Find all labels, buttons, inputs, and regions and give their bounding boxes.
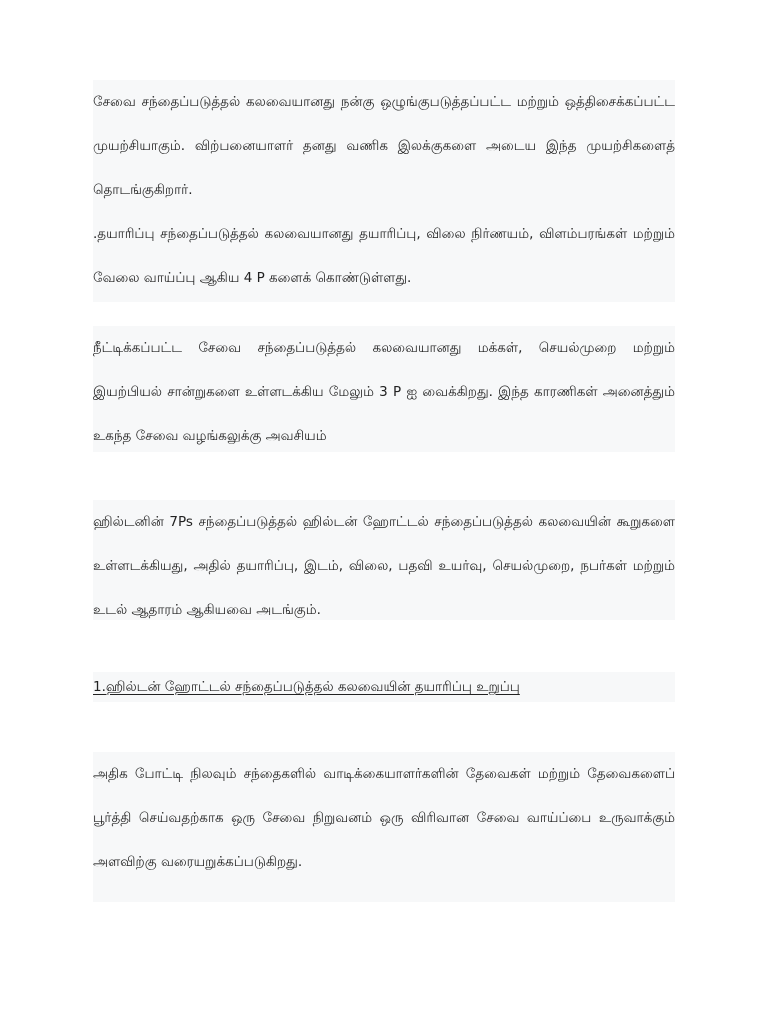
text-block-hilton-7ps — [93, 500, 675, 620]
text-block-product-description — [93, 752, 675, 902]
section-heading-product-element: 1.ஹில்டன் ஹோட்டல் சந்தைப்படுத்தல் கலவையின் தயாரிப்பு உறுப்பு — [93, 679, 520, 695]
paragraph-service-marketing-mix: சேவை சந்தைப்படுத்தல் கலவையானது நன்கு ஒழுங்குபடுத்தப்பட்ட மற்றும் ஒத்திசைக்கப்பட்ட முயற்சியாகும். விற்பனையாளர் தனது வணிக இலக்குகளை அடைய இந்த முயற்சிகளைத் தொடங்குகிறார். — [93, 94, 675, 198]
paragraph-product-description: அதிக போட்டி நிலவும் சந்தைகளில் வாடிக்கையாளர்களின் தேவைகள் மற்றும் தேவைகளைப் பூர்த்தி செய்வதற்காக ஒரு சேவை நிறுவனம் ஒரு விரிவான சேவை வாய்ப்பை உருவாக்கும் அளவிற்கு வரையறுக்கப்படுகிறது. — [93, 766, 675, 870]
paragraph-product-marketing-mix: .தயாரிப்பு சந்தைப்படுத்தல் கலவையானது தயாரிப்பு, விலை நிர்ணயம், விளம்பரங்கள் மற்றும் வேலை வாய்ப்பு ஆகிய 4 P களைக் கொண்டுள்ளது. — [93, 226, 675, 286]
paragraph-extended-service-mix: நீட்டிக்கப்பட்ட சேவை சந்தைப்படுத்தல் கலவையானது மக்கள், செயல்முறை மற்றும் இயற்பியல் சான்றுகளை உள்ளடக்கிய மேலும் 3 P ஐ வைக்கிறது. இந்த காரணிகள் அனைத்தும் உகந்த சேவை வழங்கலுக்கு அவசியம் — [93, 340, 675, 444]
text-block-heading — [93, 672, 675, 702]
text-block-extended-mix — [93, 326, 675, 452]
text-block-intro — [93, 80, 675, 302]
paragraph-hilton-7ps: ஹில்டனின் 7Ps சந்தைப்படுத்தல் ஹில்டன் ஹோட்டல் சந்தைப்படுத்தல் கலவையின் கூறுகளை உள்ளடக்கியது, அதில் தயாரிப்பு, இடம், விலை, பதவி உயர்வு, செயல்முறை, நபர்கள் மற்றும் உடல் ஆதாரம் ஆகியவை அடங்கும். — [93, 514, 675, 618]
